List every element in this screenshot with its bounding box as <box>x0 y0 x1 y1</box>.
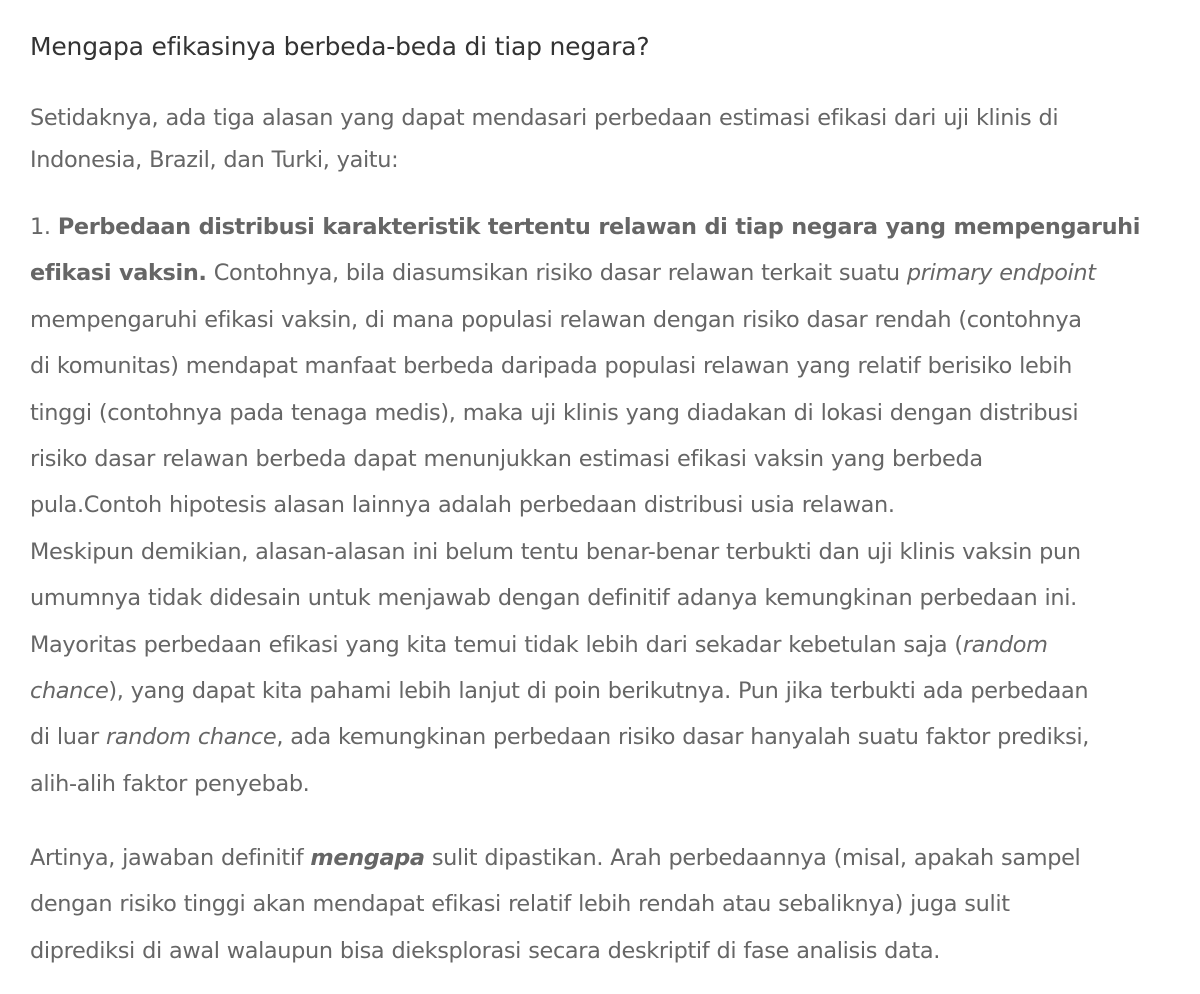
emphasis-term <box>310 845 424 871</box>
intro-line-2: Indonesia, Brazil, dan Turki, yaitu: <box>30 147 399 173</box>
reason-line-2 <box>30 250 1170 296</box>
reason-text: Mayoritas perbedaan efikasi yang kita temui tidak lebih dari sekadar kebetulan saja ( <box>30 631 963 658</box>
italic-term: random <box>962 631 1048 658</box>
italic-term: random chance <box>106 724 277 751</box>
reason-line-3: mempengaruhi efikasi vaksin, di mana populasi relawan dengan risiko dasar rendah (contohnya <box>30 306 1082 333</box>
list-number: 1. <box>30 214 58 240</box>
reason-line-11 <box>30 668 1170 714</box>
reason-1-paragraph <box>30 204 1170 807</box>
section-heading: Mengapa efikasinya berbeda-beda di tiap negara? <box>30 32 650 61</box>
reason-line-6: risiko dasar relawan berbeda dapat menunjukkan estimasi efikasi vaksin yang berbeda <box>30 446 983 473</box>
reason-title: Perbedaan distribusi karakteristik tertentu relawan di tiap negara yang mempengaruhi <box>57 214 1141 240</box>
conclusion-text: Artinya, jawaban definitif <box>30 845 311 871</box>
reason-line-4: di komunitas) mendapat manfaat berbeda daripada populasi relawan yang relatif berisiko lebih <box>30 353 1072 380</box>
reason-line-12 <box>30 714 1170 760</box>
conclusion-line-3: diprediksi di awal walaupun bisa dieksplorasi secara deskriptif di fase analisis data. <box>30 937 940 964</box>
reason-text: , ada kemungkinan perbedaan risiko dasar hanyalah suatu faktor prediksi, <box>276 724 1090 751</box>
reason-line-10 <box>30 622 1170 668</box>
reason-line-7: pula.Contoh hipotesis alasan lainnya adalah perbedaan distribusi usia relawan. <box>30 492 895 519</box>
italic-term: chance <box>30 678 109 705</box>
reason-line-1 <box>30 204 1170 250</box>
intro-line-1: Setidaknya, ada tiga alasan yang dapat mendasari perbedaan estimasi efikasi dari uji klinis di <box>30 105 1059 131</box>
reason-line-8: Meskipun demikian, alasan-alasan ini belum tentu benar-benar terbukti dan uji klinis vaksin pun <box>30 538 1081 565</box>
reason-title-end: efikasi vaksin. <box>30 260 207 287</box>
conclusion-line-1 <box>30 835 1170 881</box>
conclusion-line-2: dengan risiko tinggi akan mendapat efikasi relatif lebih rendah atau sebaliknya) juga sulit <box>30 891 1010 918</box>
conclusion-text: sulit dipastikan. Arah perbedaannya (misal, apakah sampel <box>424 845 1081 871</box>
italic-term: primary endpoint <box>906 260 1096 287</box>
intro-paragraph <box>30 97 1170 181</box>
conclusion-paragraph <box>30 835 1170 974</box>
reason-text: di luar <box>30 724 107 751</box>
emphasis-term-text: mengapa <box>310 845 425 871</box>
reason-text: ), yang dapat kita pahami lebih lanjut di poin berikutnya. Pun jika terbukti ada perbedaan <box>108 678 1089 705</box>
reason-line-13: alih-alih faktor penyebab. <box>30 770 310 797</box>
reason-line-5: tinggi (contohnya pada tenaga medis), maka uji klinis yang diadakan di lokasi dengan distribusi <box>30 399 1079 426</box>
reason-text: Contohnya, bila diasumsikan risiko dasar relawan terkait suatu <box>206 260 907 287</box>
reason-line-9: umumnya tidak didesain untuk menjawab dengan definitif adanya kemungkinan perbedaan ini. <box>30 585 1077 612</box>
